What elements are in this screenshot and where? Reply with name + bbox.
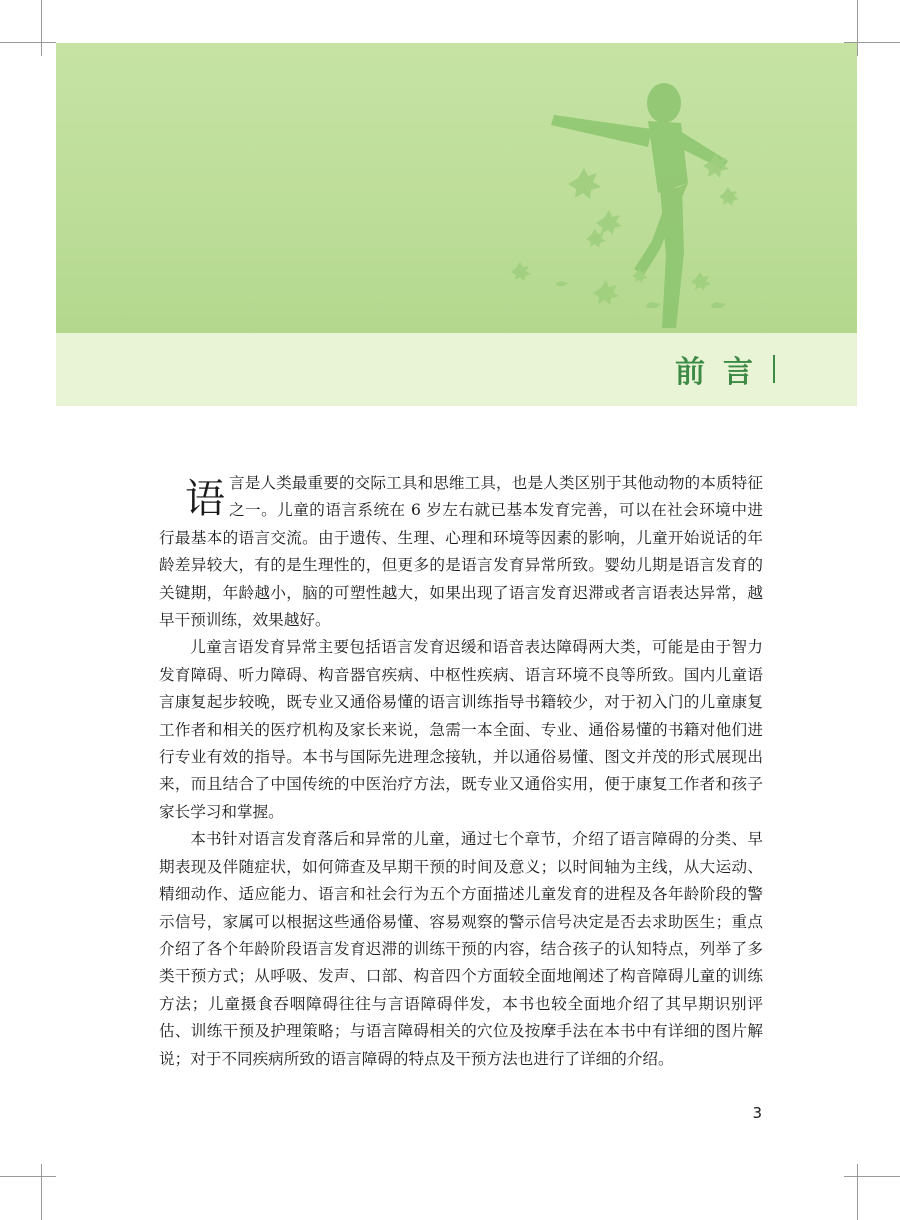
title-bar [56,333,857,406]
crop-mark-top-right-v [857,0,858,56]
crop-mark-bottom-right-h [844,1176,900,1177]
header-banner [56,43,857,333]
crop-mark-bottom-left-h [0,1176,56,1177]
paragraph-2: 儿童言语发育异常主要包括语言发育迟缓和语音表达障碍两大类，可能是由于智力发育障碍、听力障碍、构音器官疾病、中枢性疾病、语言环境不良等所致。国内儿童语言康复起步较晚，既专业又通俗易懂的语言训练指导书籍较少，对于初入门的儿童康复工作者和相关的医疗机构及家长来说，急需一本全面、专业、通俗易懂的书籍对他们进行专业有效的指导。本书与国际先进理念接轨，并以通俗易懂、图文并茂的形式展现出来，而且结合了中国传统的中医治疗方法，既专业又通俗实用，便于康复工作者和孩子家长学习和掌握。 [159,638,763,821]
crop-mark-top-left-v [41,0,42,56]
paragraph-3: 本书针对语言发育落后和异常的儿童，通过七个章节，介绍了语言障碍的分类、早期表现及伴随症状，如何筛查及早期干预的时间及意义；以时间轴为主线，从大运动、精细动作、适应能力、语言和社会行为五个方面描述儿童发育的进程及各年龄阶段的警示信号，家属可以根据这些通俗易懂、容易观察的警示信号决定是否去求助医生；重点介绍了各个年龄阶段语言发育迟滞的训练干预的内容，结合孩子的认知特点，列举了多类干预方式；从呼吸、发声、口部、构音四个方面较全面地阐述了构音障碍儿童的训练方法；儿童摄食吞咽障碍往往与言语障碍伴发，本书也较全面地介绍了其早期识别评估、训练干预及护理策略；与语言障碍相关的穴位及按摩手法在本书中有详细的图片解说；对于不同疾病所致的语言障碍的特点及干预方法也进行了详细的介绍。 [159,830,763,1068]
drop-cap: 语 [185,476,225,522]
title-divider [773,355,775,383]
body-text [159,470,763,1073]
paragraph-1-text: 言是人类最重要的交际工具和思维工具，也是人类区别于其他动物的本质特征之一。儿童的语言系统在 6 岁左右就已基本发育完善，可以在社会环境中进行最基本的语言交流。由于遗传、生理、心理和环境等因素的影响，儿童开始说话的年龄差异较大，有的是生理性的，但更多的是语言发育异常所致。婴幼儿期是语言发育的关键期，年龄越小，脑的可塑性越大，如果出现了语言发育迟滞或者言语表达异常，越早干预训练，效果越好。 [159,474,763,630]
crop-mark-top-left-h [0,42,56,43]
page-title: 前言 [675,355,771,390]
running-child-silhouette-illustration [56,43,857,333]
paragraph-1 [159,470,763,634]
crop-mark-bottom-left-v [41,1164,42,1220]
crop-mark-bottom-right-v [857,1164,858,1220]
page-number: 3 [752,1104,762,1122]
